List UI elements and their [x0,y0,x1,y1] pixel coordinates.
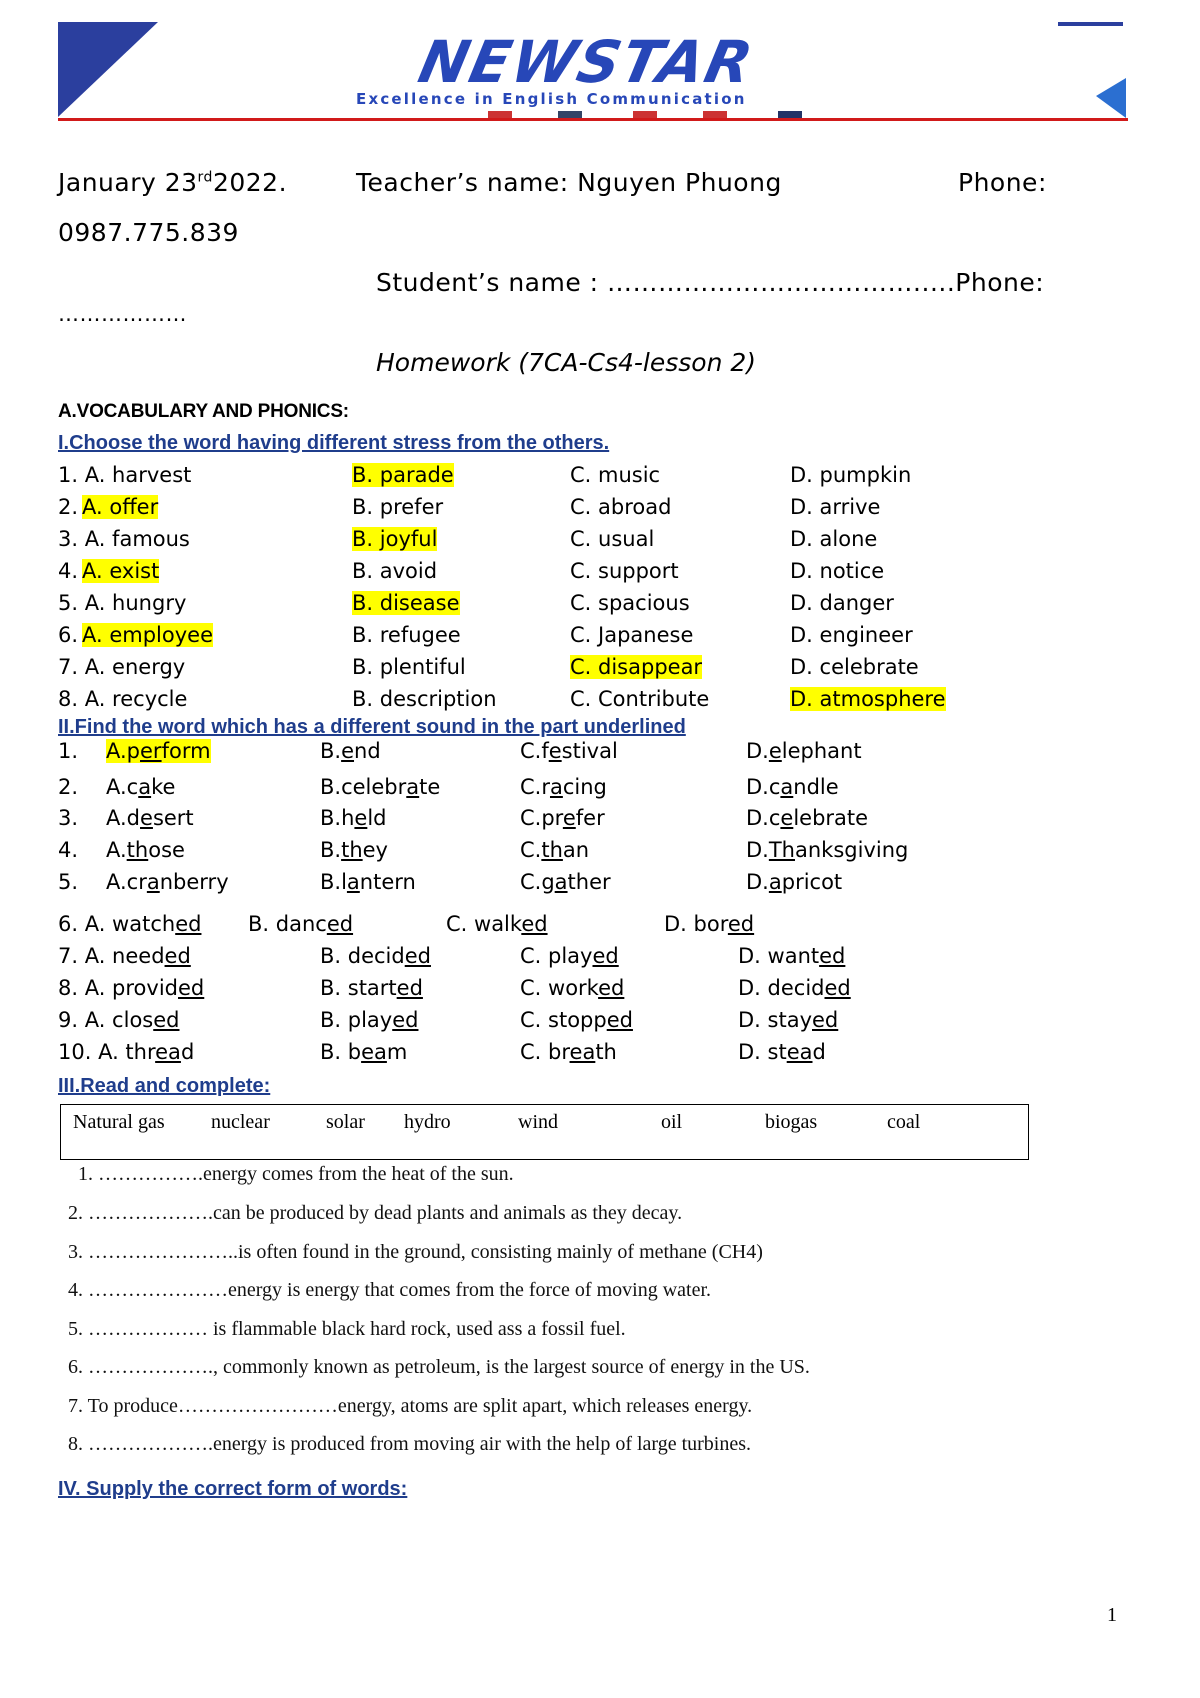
fill-in-sentence: 2. ……………….can be produced by dead plants and animals as they decay. [68,1202,683,1224]
underlined-part: a [346,870,360,894]
underlined-part: e [341,739,355,763]
option-c: C. worked [520,976,625,1000]
question-row [58,739,1118,769]
option-d: D. wanted [738,944,846,968]
question-row [58,870,1118,900]
option-b: B.lantern [320,870,416,894]
option-d: D. arrive [790,495,881,519]
word-box-item: nuclear [211,1111,270,1133]
question-number: 4. [58,559,79,583]
fill-in-sentence: 5. ……………… is flammable black hard rock, used ass a fossil fuel. [68,1318,626,1340]
option-c: C. played [520,944,619,968]
question-row [58,527,1118,557]
underlined-part: ed [606,1008,633,1032]
option-a: A.perform [106,739,211,763]
option-c: C. disappear [570,655,703,679]
question-row [58,687,1118,717]
option-c: C. breath [520,1040,617,1064]
option-c: C.racing [520,775,607,799]
option-a: 5. A. hungry [58,591,187,615]
option-c: C.festival [520,739,618,763]
option-c: C.prefer [520,806,605,830]
option-d: D.elephant [746,739,862,763]
underlined-part: e [354,806,368,830]
underlined-part: th [541,838,563,862]
teacher-name: Teacher’s name: Nguyen Phuong [356,168,782,197]
fill-in-sentence: 1. …………….energy comes from the heat of the sun. [78,1163,514,1185]
underlined-part: e [768,739,782,763]
section-3-heading: III.Read and complete: [58,1075,271,1097]
section-a-heading: A.VOCABULARY AND PHONICS: [58,401,349,422]
option-b: B. disease [352,591,460,615]
banner-red-line [58,118,1128,121]
option-a: 7. A. energy [58,655,186,679]
question-number: 2. [58,775,79,799]
question-number: 1. [58,739,79,763]
underlined-part: a [554,870,568,894]
underlined-part: a [406,775,420,799]
option-d: D. atmosphere [790,687,946,711]
option-c: C. stopped [520,1008,633,1032]
option-a: 1. A. harvest [58,463,192,487]
option-b: B. prefer [352,495,444,519]
underlined-part: ed [175,912,202,936]
fill-in-sentence: 4. …………………energy is energy that comes from the force of moving water. [68,1279,711,1301]
question-number: 4. [58,838,79,862]
option-a: A.cranberry [106,870,229,894]
question-row [58,559,1118,589]
option-c: C. music [570,463,661,487]
underlined-part: a [780,775,794,799]
question-row [58,655,1118,685]
option-d: D. celebrate [790,655,919,679]
option-b: B.held [320,806,387,830]
banner-left-shape [58,22,158,122]
underlined-part: e [140,806,153,830]
underlined-part: ea [786,1040,813,1064]
underlined-part: ed [592,944,619,968]
option-b: B. joyful [352,527,438,551]
teacher-phone: 0987.775.839 [58,218,239,247]
option-d: D. danger [790,591,894,615]
option-c: C. usual [570,527,655,551]
option-d: D.Thanksgiving [746,838,909,862]
section-4-heading: IV. Supply the correct form of words: [58,1478,408,1500]
option-b: B. played [320,1008,419,1032]
underlined-part: ed [153,1008,180,1032]
option-a: A.those [106,838,185,862]
fill-in-sentence: 6. ………………., commonly known as petroleum, is the largest source of energy in the US. [68,1356,810,1378]
option-b: B.they [320,838,388,862]
section-2-heading: II.Find the word which has a different sound in the part underlined [58,716,686,738]
question-number: 5. [58,870,79,894]
question-row [58,976,1118,1006]
underlined-part: e [548,739,562,763]
option-c: C.than [520,838,590,862]
word-box-item: hydro [404,1111,451,1133]
option-c: C. walked [446,912,548,936]
word-box [60,1104,1029,1160]
option-c: C.gather [520,870,611,894]
question-number: 3. [58,806,79,830]
option-d: D. pumpkin [790,463,912,487]
option-d: D. notice [790,559,885,583]
underlined-part: ed [598,976,625,1000]
option-b: B. description [352,687,497,711]
underlined-part: a [768,870,782,894]
phone-label: Phone: [958,168,1047,197]
option-a: 6. A. watched [58,912,202,936]
newstar-logo: NEWSTAR [413,28,760,96]
underlined-part: Th [768,838,795,862]
banner-right-shape [1058,22,1128,122]
fill-in-sentence: 3. …………………..is often found in the ground, consisting mainly of methane (CH4) [68,1241,763,1263]
option-c: C. Contribute [570,687,710,711]
option-d: D.candle [746,775,839,799]
option-b: B. refugee [352,623,461,647]
underlined-part: ed [727,912,755,936]
question-row [58,838,1118,868]
question-row [58,1008,1118,1038]
option-b: B. decided [320,944,431,968]
underlined-part: th [341,838,363,862]
underlined-part: a [549,775,563,799]
option-c: C. Japanese [570,623,694,647]
word-box-item: biogas [765,1111,818,1133]
question-row [58,806,1118,836]
underlined-part: ea [361,1040,387,1064]
question-row [58,944,1118,974]
option-d: D. alone [790,527,878,551]
option-c: C. abroad [570,495,672,519]
option-b: B. avoid [352,559,438,583]
homework-title: Homework (7CA-Cs4-lesson 2) [376,348,757,377]
question-row [58,591,1118,621]
question-row [58,1040,1118,1070]
option-a: 7. A. needed [58,944,191,968]
underlined-part: ea [569,1040,596,1064]
option-b: B. started [320,976,423,1000]
underlined-part: ed [392,1008,419,1032]
word-box-item: oil [661,1111,683,1133]
underlined-part: a [146,870,160,894]
underlined-part: ed [164,944,191,968]
underlined-part: ed [396,976,423,1000]
section-1-heading: I.Choose the word having different stress from the others. [58,432,610,454]
underlined-part: a [138,775,152,799]
option-a: A. exist [82,559,160,583]
underlined-part: ed [178,976,205,1000]
option-d: D.celebrate [746,806,869,830]
option-d: D. stead [738,1040,826,1064]
underlined-part: ed [521,912,548,936]
student-name-line: Student’s name : ……………………………….....Phone: [376,268,1045,297]
option-a: 10. A. thread [58,1040,195,1064]
option-b: B.end [320,739,381,763]
question-row [58,463,1118,493]
option-b: B. parade [352,463,454,487]
option-a: 3. A. famous [58,527,190,551]
option-a: 9. A. closed [58,1008,180,1032]
option-a: A. employee [82,623,214,647]
option-b: B.celebrate [320,775,441,799]
date: January 23rd2022. [58,168,288,197]
question-row [58,912,1118,942]
underlined-part: e [562,806,576,830]
page-number: 1 [1107,1604,1117,1626]
word-box-item: coal [887,1111,921,1133]
option-d: D. engineer [790,623,913,647]
option-b: B. plentiful [352,655,466,679]
student-phone-blank: ……………… [58,302,187,326]
question-number: 6. [58,623,79,647]
word-box-item: wind [518,1111,558,1133]
word-box-item: Natural gas [73,1111,165,1133]
underlined-part: er [140,739,162,763]
option-d: D. decided [738,976,851,1000]
fill-in-sentence: 7. To produce……………………energy, atoms are split apart, which releases energy. [68,1395,753,1417]
underlined-part: ed [326,912,354,936]
option-d: D. stayed [738,1008,839,1032]
option-c: C. spacious [570,591,690,615]
fill-in-sentence: 8. ……………….energy is produced from moving air with the help of large turbines. [68,1433,752,1455]
option-a: A.cake [106,775,176,799]
option-d: D. bored [664,912,755,936]
question-row [58,623,1118,653]
option-a: A. offer [82,495,159,519]
option-a: 8. A. provided [58,976,205,1000]
underlined-part: ed [819,944,846,968]
word-box-item: solar [326,1111,365,1133]
underlined-part: ed [812,1008,839,1032]
logo-tagline: Excellence in English Communication [356,90,747,108]
option-b: B. danced [248,912,354,936]
underlined-part: ed [824,976,851,1000]
option-b: B. beam [320,1040,408,1064]
underlined-part: ed [404,944,431,968]
question-row [58,495,1118,525]
underlined-part: ea [155,1040,181,1064]
option-a: A.desert [106,806,194,830]
option-a: 8. A. recycle [58,687,188,711]
underlined-part: th [126,838,149,862]
option-c: C. support [570,559,679,583]
underlined-part: e [780,806,794,830]
question-number: 2. [58,495,79,519]
header-banner [58,22,1128,130]
option-d: D.apricot [746,870,843,894]
question-row [58,775,1118,805]
